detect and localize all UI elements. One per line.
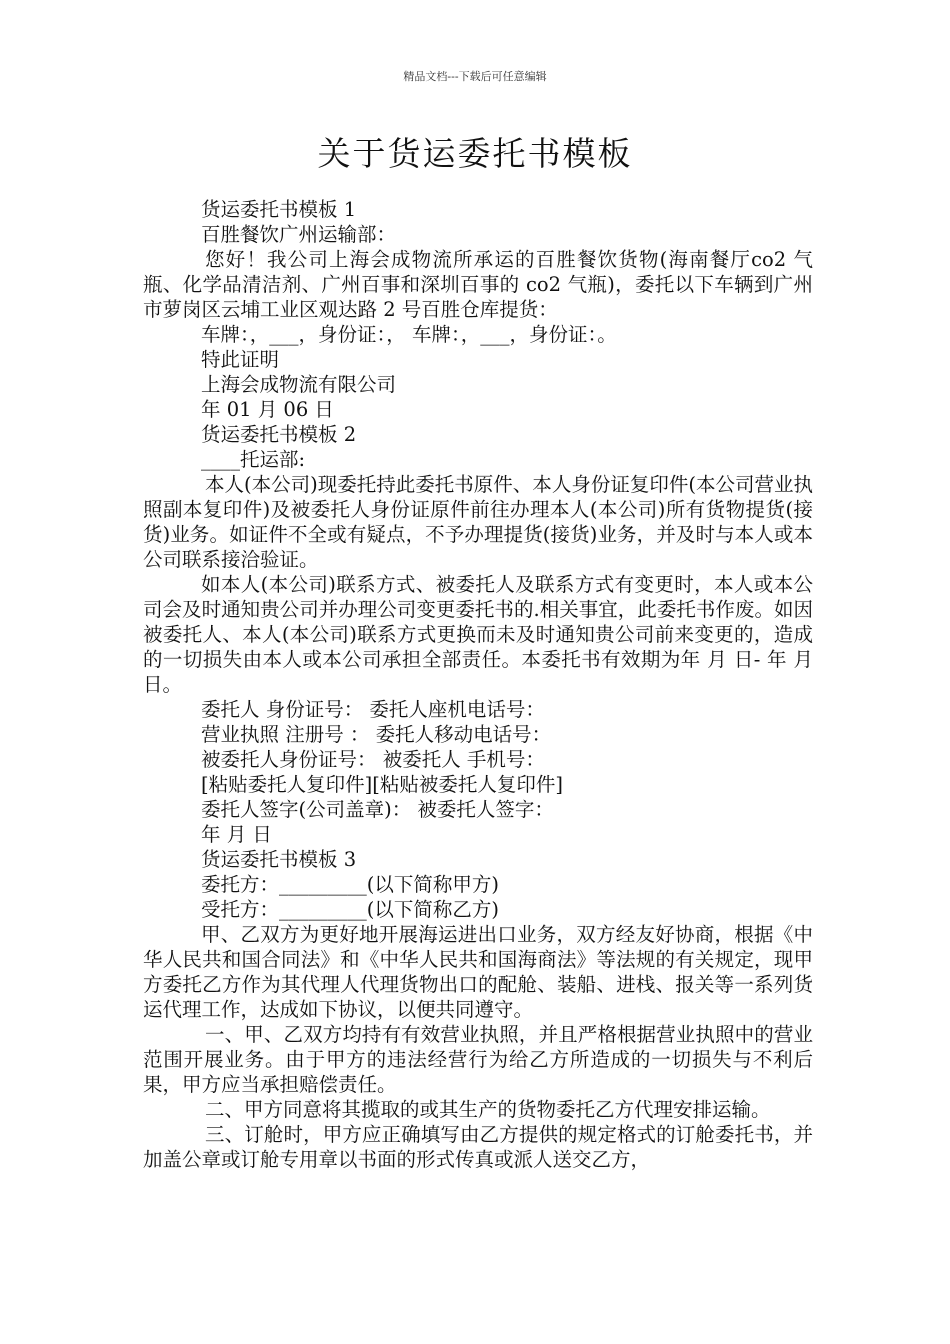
paragraph: 本人(本公司)现委托持此委托书原件、本人身份证复印件(本公司营业执照副本复印件)及被委托人身份证原件前往办理本人(本公司)所有货物提货(接货)业务。如证件不全或有疑点，不予办理提货(接货)业务，并及时与本人或本公司联系接洽验证。 xyxy=(143,473,813,571)
text-line: 委托人 身份证号： 委托人座机电话号： xyxy=(201,698,545,721)
text-line: 百胜餐饮广州运输部： xyxy=(201,223,397,246)
text-line: 被委托人身份证号： 被委托人 手机号： xyxy=(201,748,545,771)
text-line: 货运委托书模板 1 xyxy=(201,198,357,221)
text-line: 货运委托书模板 3 xyxy=(201,848,357,871)
text-line: 车牌：，___，身份证：， 车牌：，___，身份证：。 xyxy=(201,323,617,346)
text-line: 年 01 月 06 日 xyxy=(201,398,334,421)
text-line: 委托人签字(公司盖章)： 被委托人签字： xyxy=(201,798,554,821)
paragraph: 三、订舱时，甲方应正确填写由乙方提供的规定格式的订舱委托书，并加盖公章或订舱专用章以书面的形式传真或派人送交乙方， xyxy=(143,1123,813,1171)
page-title: 关于货运委托书模板 xyxy=(317,134,633,173)
text-line: 委托方：_________(以下简称甲方) xyxy=(201,873,499,896)
text-line: 上海会成物流有限公司 xyxy=(201,373,397,396)
text-line: 受托方：_________(以下简称乙方) xyxy=(201,898,499,921)
paragraph: 二、甲方同意将其揽取的或其生产的货物委托乙方代理安排运输。 xyxy=(205,1098,771,1121)
header-note: 精品文档---下载后可任意编辑 xyxy=(403,70,547,83)
paragraph: 您好！我公司上海会成物流所承运的百胜餐饮货物(海南餐厅co2 气瓶、化学品清洁剂、广州百事和深圳百事的 co2 气瓶)，委托以下车辆到广州市萝岗区云埔工业区观达路 2 号百胜仓库提货： xyxy=(143,248,813,321)
document-body xyxy=(143,197,813,1172)
paragraph: 一、甲、乙双方均持有有效营业执照，并且严格根据营业执照中的营业范围开展业务。由于甲方的违法经营行为给乙方所造成的一切损失与不利后果，甲方应当承担赔偿责任。 xyxy=(143,1023,813,1096)
paragraph: 甲、乙双方为更好地开展海运进出口业务，双方经友好协商，根据《中华人民共和国合同法》和《中华人民共和国海商法》等法规的有关规定，现甲方委托乙方作为其代理人代理货物出口的配舱、装船、进栈、报关等一系列货运代理工作，达成如下协议，以便共同遵守。 xyxy=(143,923,813,1021)
text-line: 特此证明 xyxy=(201,348,280,371)
text-line: [粘贴委托人复印件][粘贴被委托人复印件] xyxy=(201,773,563,796)
text-line: 营业执照 注册号 ： 委托人移动电话号： xyxy=(201,723,552,746)
text-line: 年 月 日 xyxy=(201,823,272,846)
paragraph: 如本人(本公司)联系方式、被委托人及联系方式有变更时，本人或本公司会及时通知贵公司并办理公司变更委托书的.相关事宜，此委托书作废。如因被委托人、本人(本公司)联系方式更换而未及时通知贵公司前来变更的，造成的一切损失由本人或本公司承担全部责任。本委托书有效期为年 月 日- 年 月 日。 xyxy=(143,573,813,696)
text-line: ____托运部: xyxy=(201,448,306,471)
text-line: 货运委托书模板 2 xyxy=(201,423,357,446)
